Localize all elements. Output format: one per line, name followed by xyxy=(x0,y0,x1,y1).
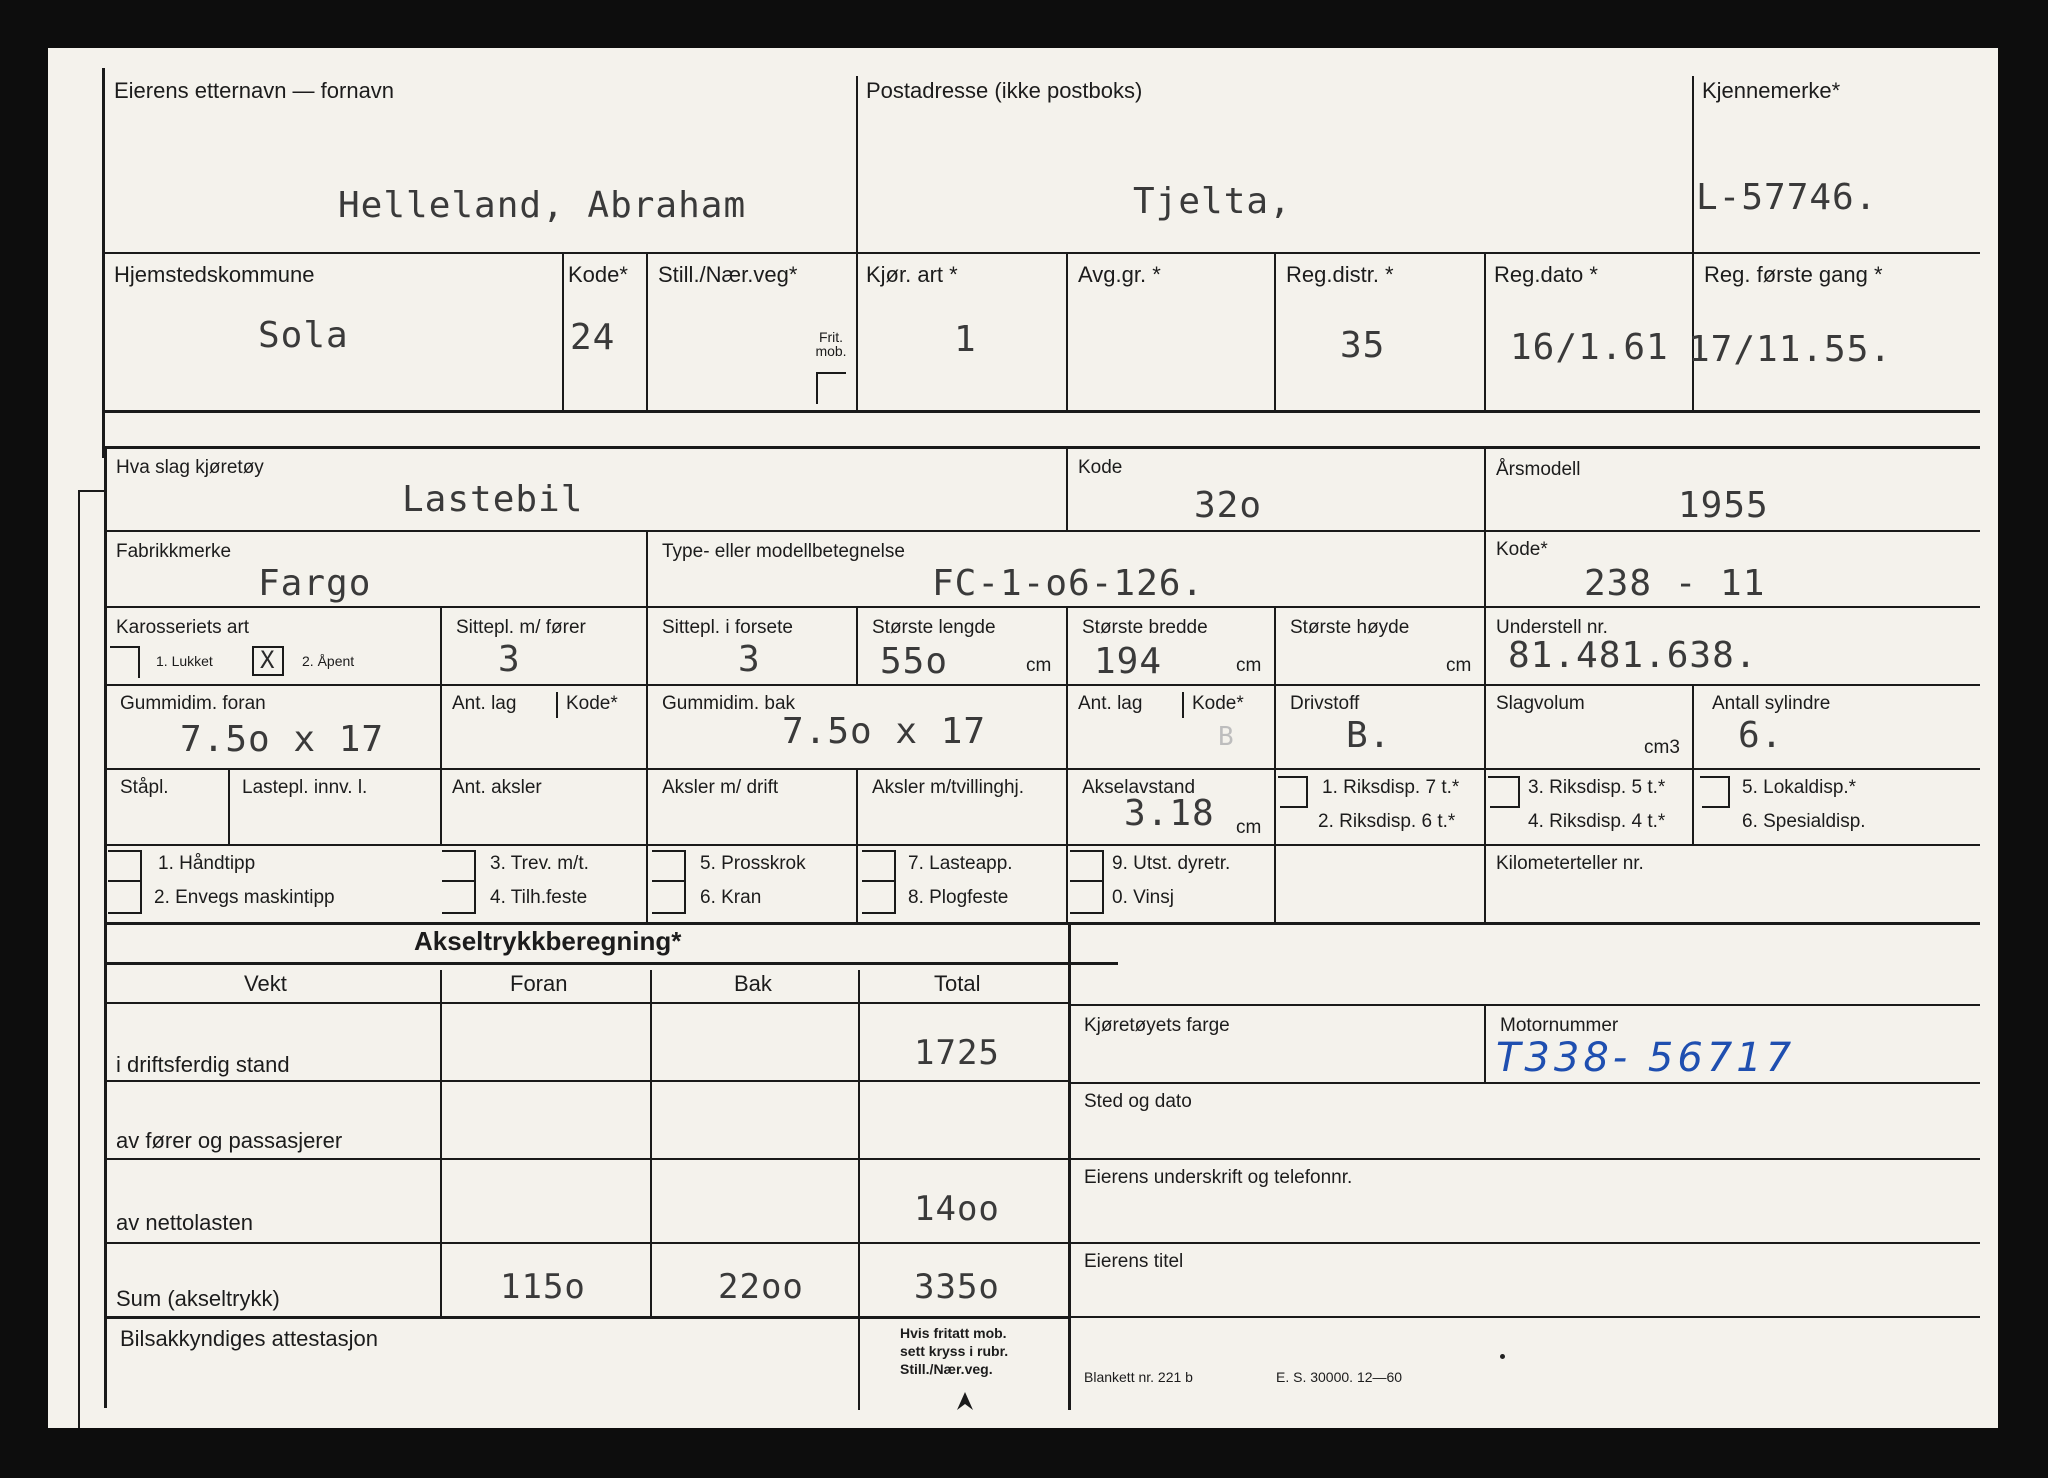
lengde-value: 55o xyxy=(880,641,949,682)
spesialdisp: 6. Spesialdisp. xyxy=(1742,811,1866,832)
arsmodell-label: Årsmodell xyxy=(1496,459,1581,480)
frit-mob-label: Frit. mob. xyxy=(815,329,847,359)
drivstoff-label: Drivstoff xyxy=(1290,693,1360,714)
option-vinsj: 0. Vinsj xyxy=(1112,887,1174,908)
vehicle-type-value: Lastebil xyxy=(402,479,584,520)
akselavstand-cm: cm xyxy=(1236,817,1262,838)
still-label: Still./Nær.veg* xyxy=(658,262,798,287)
modell-label: Type- eller modellbetegnelse xyxy=(662,541,905,562)
underskrift-label: Eierens underskrift og telefonnr. xyxy=(1084,1167,1353,1188)
divider xyxy=(856,768,858,922)
vehicle-kode-label: Kode xyxy=(1078,457,1123,478)
rule xyxy=(1070,1004,1980,1006)
tick xyxy=(1070,880,1104,882)
gummi-foran-value: 7.5o x 17 xyxy=(180,719,385,760)
motor-label: Motornummer xyxy=(1500,1015,1619,1036)
axle-row-bak: 22oo xyxy=(718,1267,804,1307)
apent-label: 2. Åpent xyxy=(302,653,355,669)
vehicle-kode-value: 32o xyxy=(1194,485,1263,526)
axle-row-total: 335o xyxy=(914,1267,1000,1307)
address-label: Postadresse (ikke postboks) xyxy=(866,78,1143,103)
kode-label: Kode* xyxy=(568,262,628,287)
hoyde-cm: cm xyxy=(1446,655,1472,676)
divider xyxy=(1484,844,1486,922)
ant-lag-label: Ant. lag xyxy=(452,693,517,714)
reg-forste-label: Reg. første gang * xyxy=(1704,262,1883,287)
divider xyxy=(1484,446,1486,844)
kode2-label: Kode* xyxy=(1496,539,1548,560)
col-bak: Bak xyxy=(734,971,772,996)
divider xyxy=(1692,684,1694,844)
left-border xyxy=(104,962,107,1408)
owner-label: Eierens etternavn — fornavn xyxy=(114,78,395,103)
riksdisp2: 2. Riksdisp. 6 t.* xyxy=(1318,811,1456,832)
divider xyxy=(556,692,558,718)
gummi-foran-label: Gummidim. foran xyxy=(120,693,266,714)
kommune-label: Hjemstedskommune xyxy=(114,262,315,287)
tick xyxy=(1702,806,1730,808)
motor-value: T338- 56717 xyxy=(1496,1035,1796,1081)
option-plogfeste: 8. Plogfeste xyxy=(908,887,1009,908)
kode-star2-label: Kode* xyxy=(1192,693,1244,714)
lengde-label: Største lengde xyxy=(872,617,996,638)
sylindre-value: 6. xyxy=(1738,715,1784,756)
col-total: Total xyxy=(934,971,981,996)
divider xyxy=(440,606,442,844)
sted-label: Sted og dato xyxy=(1084,1091,1192,1112)
reg-forste-value: 17/11.55. xyxy=(1688,329,1893,370)
rule xyxy=(104,768,1980,770)
option-checkbox[interactable] xyxy=(652,850,686,914)
arsmodell-value: 1955 xyxy=(1678,485,1769,526)
axle-row-label: av nettolasten xyxy=(116,1210,253,1235)
divider xyxy=(1066,254,1068,410)
address-value: Tjelta, xyxy=(1133,181,1292,222)
divider xyxy=(440,970,442,1316)
option-tilhfeste: 4. Tilh.feste xyxy=(490,887,588,908)
print-code: E. S. 30000. 12—60 xyxy=(1276,1369,1403,1385)
rule xyxy=(104,1242,1068,1244)
titel-label: Eierens titel xyxy=(1084,1251,1184,1272)
karosseri-label: Karosseriets art xyxy=(116,617,250,638)
regmark-value: L-57746. xyxy=(1696,177,1878,218)
axle-row-label: Sum (akseltrykk) xyxy=(116,1286,280,1311)
avg-gr-label: Avg.gr. * xyxy=(1078,262,1161,287)
divider xyxy=(1182,692,1184,718)
lengde-cm: cm xyxy=(1026,655,1052,676)
vehicle-type-label: Hva slag kjøretøy xyxy=(116,457,264,478)
ant-aksler-label: Ant. aksler xyxy=(452,777,542,798)
rule xyxy=(104,922,1980,925)
sylindre-label: Antall sylindre xyxy=(1712,693,1831,714)
lokaldisp: 5. Lokaldisp.* xyxy=(1742,777,1857,798)
regmark-label: Kjennemerke* xyxy=(1702,78,1841,103)
axle-row-label: av fører og passasjerer xyxy=(116,1128,343,1153)
rule xyxy=(1070,1158,1980,1160)
bredde-label: Største bredde xyxy=(1082,617,1208,638)
divider xyxy=(856,254,858,410)
aksler-drift-label: Aksler m/ drift xyxy=(662,777,779,798)
tick xyxy=(442,880,476,882)
tick xyxy=(108,880,142,882)
frit-mob-checkbox[interactable] xyxy=(816,372,846,404)
divider xyxy=(646,254,648,410)
lukket-label: 1. Lukket xyxy=(156,653,213,669)
tick xyxy=(1490,806,1520,808)
blankett-number: Blankett nr. 221 b xyxy=(1084,1369,1193,1385)
rule xyxy=(104,844,1980,846)
tick xyxy=(78,490,104,492)
rule xyxy=(104,684,1980,686)
sittepl-forer-value: 3 xyxy=(498,639,521,680)
rule xyxy=(104,1080,1068,1082)
option-checkbox[interactable] xyxy=(862,850,896,914)
riksdisp3: 3. Riksdisp. 5 t.* xyxy=(1528,777,1666,798)
kode2-value: 238 - 11 xyxy=(1584,563,1766,604)
lastepl-label: Lastepl. innv. l. xyxy=(242,777,368,798)
option-lasteapp: 7. Lasteapp. xyxy=(908,853,1013,874)
rule xyxy=(104,1158,1068,1160)
drivstoff-value: B. xyxy=(1346,715,1392,756)
tick xyxy=(862,880,896,882)
sittepl-forsete-value: 3 xyxy=(738,639,761,680)
riksdisp-checkbox[interactable] xyxy=(1488,776,1520,808)
bredde-cm: cm xyxy=(1236,655,1262,676)
axle-row-total: 1725 xyxy=(914,1033,1000,1073)
registration-card xyxy=(48,48,1998,1428)
ant-lag2-label: Ant. lag xyxy=(1078,693,1143,714)
divider xyxy=(1066,446,1068,530)
divider xyxy=(1066,606,1068,684)
left-border xyxy=(102,68,105,458)
rule xyxy=(102,410,1980,413)
divider xyxy=(856,606,858,684)
slagvolum-label: Slagvolum xyxy=(1496,693,1585,714)
sittepl-forer-label: Sittepl. m/ fører xyxy=(456,617,586,638)
rule xyxy=(104,1316,1068,1319)
attest-label: Bilsakkyndiges attestasjon xyxy=(120,1326,379,1351)
ink-dot xyxy=(1500,1354,1505,1359)
cm3-label: cm3 xyxy=(1644,737,1680,758)
lokaldisp-checkbox[interactable] xyxy=(1700,776,1730,808)
farge-label: Kjøretøyets farge xyxy=(1084,1015,1230,1036)
divider xyxy=(1068,922,1071,1410)
divider xyxy=(562,254,564,410)
rule xyxy=(1070,1316,1980,1318)
riksdisp4: 4. Riksdisp. 4 t.* xyxy=(1528,811,1666,832)
divider xyxy=(858,970,860,1410)
gummi-bak-value: 7.5o x 17 xyxy=(782,711,987,752)
option-checkbox[interactable] xyxy=(1070,850,1104,914)
tick xyxy=(1280,806,1308,808)
rule xyxy=(104,1002,1068,1004)
kjor-art-value: 1 xyxy=(954,319,977,360)
divider xyxy=(1274,606,1276,922)
fabrikk-value: Fargo xyxy=(258,563,372,604)
lukket-checkbox[interactable] xyxy=(110,646,140,678)
axle-row-total: 14oo xyxy=(914,1189,1000,1229)
option-handtipp: 1. Håndtipp xyxy=(158,853,256,874)
divider xyxy=(228,768,230,844)
option-checkbox[interactable] xyxy=(108,850,142,914)
margin-line xyxy=(78,490,80,1428)
rule xyxy=(104,606,1980,608)
riksdisp-checkbox[interactable] xyxy=(1278,776,1308,808)
option-trev: 3. Trev. m/t. xyxy=(490,853,589,874)
axle-row-foran: 115o xyxy=(500,1267,586,1307)
rule xyxy=(104,446,1980,449)
kilometer-label: Kilometerteller nr. xyxy=(1496,853,1644,874)
divider xyxy=(1066,684,1068,922)
divider xyxy=(650,970,652,1316)
col-vekt: Vekt xyxy=(244,971,287,996)
aksler-tvilling-label: Aksler m/tvillinghj. xyxy=(872,777,1025,798)
reg-distr-value: 35 xyxy=(1340,325,1386,366)
understell-value: 81.481.638. xyxy=(1508,635,1758,676)
rule xyxy=(104,962,1118,965)
reg-dato-value: 16/1.61 xyxy=(1510,327,1669,368)
rule xyxy=(102,252,1980,254)
stapl-label: Ståpl. xyxy=(120,777,169,798)
option-envegs: 2. Envegs maskintipp xyxy=(154,887,335,908)
axle-row-label: i driftsferdig stand xyxy=(116,1052,290,1077)
akselavstand-label: Akselavstand xyxy=(1082,777,1196,798)
kjor-art-label: Kjør. art * xyxy=(866,262,958,287)
akselavstand-value: 3.18 xyxy=(1124,793,1215,834)
kode-star-label: Kode* xyxy=(566,693,618,714)
option-kran: 6. Kran xyxy=(700,887,762,908)
option-dyretr: 9. Utst. dyretr. xyxy=(1112,853,1231,874)
axle-title: Akseltrykkberegning* xyxy=(414,926,682,956)
sittepl-forsete-label: Sittepl. i forsete xyxy=(662,617,793,638)
fritatt-note: sett kryss i rubr. xyxy=(900,1343,1009,1359)
divider xyxy=(646,530,648,922)
option-checkbox[interactable] xyxy=(442,850,476,914)
rule xyxy=(1070,1242,1980,1244)
riksdisp1: 1. Riksdisp. 7 t.* xyxy=(1322,777,1460,798)
fritatt-note: Still./Nær.veg. xyxy=(900,1361,993,1377)
understell-label: Understell nr. xyxy=(1496,617,1608,638)
bredde-value: 194 xyxy=(1094,641,1163,682)
kommune-value: Sola xyxy=(258,315,349,356)
gummi-bak-label: Gummidim. bak xyxy=(662,693,796,714)
rule xyxy=(104,530,1980,532)
hoyde-label: Største høyde xyxy=(1290,617,1410,638)
tick xyxy=(652,880,686,882)
owner-value: Helleland, Abraham xyxy=(338,185,747,226)
rule xyxy=(1070,1082,1980,1084)
kode-star2-value: B xyxy=(1218,722,1235,752)
reg-dato-label: Reg.dato * xyxy=(1494,262,1598,287)
reg-distr-label: Reg.distr. * xyxy=(1286,262,1394,287)
fritatt-note: Hvis fritatt mob. xyxy=(900,1325,1007,1341)
divider xyxy=(1484,254,1486,410)
kode-value: 24 xyxy=(570,317,616,358)
divider xyxy=(1484,1006,1486,1082)
fabrikk-label: Fabrikkmerke xyxy=(116,541,232,562)
col-foran: Foran xyxy=(510,971,568,996)
arrow-up-icon xyxy=(954,1390,976,1412)
divider xyxy=(1274,254,1276,410)
modell-value: FC-1-o6-126. xyxy=(932,563,1205,604)
apent-mark: X xyxy=(260,646,275,674)
option-prosskrok: 5. Prosskrok xyxy=(700,853,806,874)
